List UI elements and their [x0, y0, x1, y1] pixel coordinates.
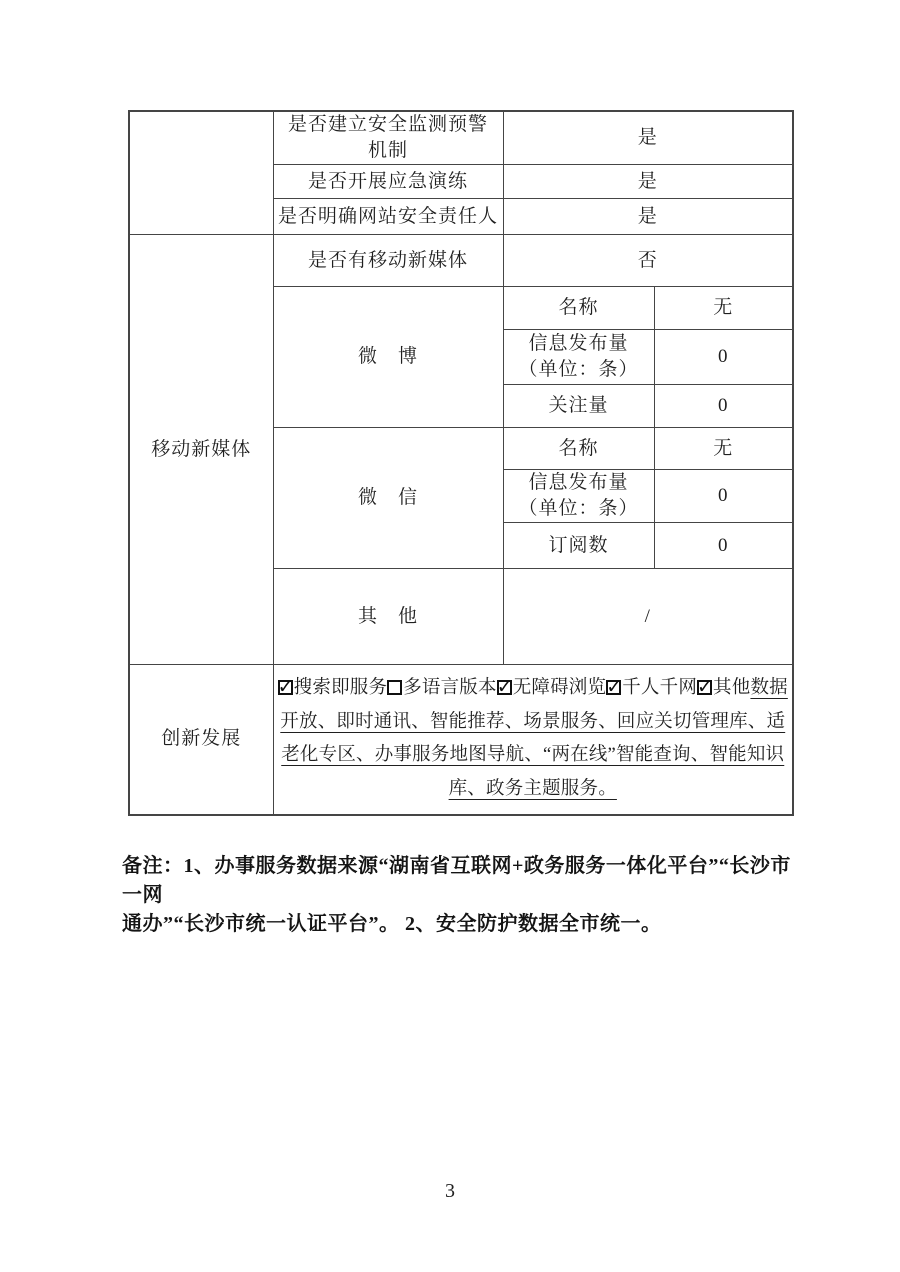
- row-value-emergency-drill: 是: [503, 165, 793, 199]
- row-value-weibo-name: 无: [654, 287, 793, 330]
- innovation-content-cell: [273, 665, 793, 815]
- page-number: 3: [445, 1180, 455, 1202]
- row-label-wechat-name: 名称: [503, 428, 654, 470]
- section-cell-mobile-media: 移动新媒体: [129, 235, 273, 665]
- row-value-weibo-followers: 0: [654, 385, 793, 428]
- report-table: [128, 110, 794, 816]
- checkbox-option: [387, 678, 497, 698]
- label-line-1: 是否建立安全监测预警: [287, 114, 488, 135]
- row-value-has-mobile-media: 否: [503, 235, 793, 287]
- checkbox-icon: [278, 680, 293, 695]
- checkbox-label: 无障碍浏览: [512, 678, 607, 699]
- row-value-wechat-name: 无: [654, 428, 793, 470]
- innovation-options: [274, 672, 793, 806]
- row-label-weibo-followers: 关注量: [503, 385, 654, 428]
- row-value-wechat-subscribers: 0: [654, 523, 793, 569]
- checkbox-label: 搜索即服务: [293, 678, 388, 699]
- label-line-2: （单位：条）: [518, 498, 639, 519]
- checkbox-icon: [606, 680, 621, 695]
- row-value-security-responsible: 是: [503, 199, 793, 235]
- row-value-weibo-posts: 0: [654, 330, 793, 385]
- label-line-2: 机制: [367, 140, 408, 161]
- checkbox-icon: [497, 680, 512, 695]
- row-label-security-responsible: 是否明确网站安全责任人: [273, 199, 503, 235]
- footnote: [122, 852, 794, 939]
- checkbox-label: 千人千网: [622, 678, 698, 699]
- checkbox-option: [697, 678, 750, 698]
- checkbox-label: 其他: [713, 678, 751, 699]
- table-row: [129, 111, 793, 165]
- row-label-wechat-posts: [503, 470, 654, 523]
- section-cell-empty: [129, 111, 273, 235]
- label-line-1: 信息发布量: [528, 472, 629, 493]
- label-line-1: 信息发布量: [528, 333, 629, 354]
- checkbox-label: 多语言版本: [403, 678, 497, 699]
- row-value-wechat-posts: 0: [654, 470, 793, 523]
- row-value-other: /: [503, 569, 793, 665]
- row-label-has-mobile-media: 是否有移动新媒体: [273, 235, 503, 287]
- group-cell-weibo: 微 博: [273, 287, 503, 428]
- row-value-monitor-warning: 是: [503, 111, 793, 165]
- row-label-weibo-name: 名称: [503, 287, 654, 330]
- checkbox-option: [497, 678, 607, 698]
- checkbox-option: [606, 678, 697, 698]
- group-cell-other: 其 他: [273, 569, 503, 665]
- row-label-wechat-subscribers: 订阅数: [503, 523, 654, 569]
- row-label-emergency-drill: 是否开展应急演练: [273, 165, 503, 199]
- table-row: [129, 665, 793, 815]
- section-cell-innovation: 创新发展: [129, 665, 273, 815]
- innovation-detail: 数据开放、即时通讯、智能推荐、场景服务、回应关切管理库、适老化专区、办事服务地图导航、“两在线”智能查询、智能知识库、政务主题服务。: [280, 678, 788, 799]
- row-label-monitor-warning: [273, 111, 503, 165]
- row-label-weibo-posts: [503, 330, 654, 385]
- checkbox-icon: [387, 680, 402, 695]
- group-cell-wechat: 微 信: [273, 428, 503, 569]
- label-line-2: （单位：条）: [518, 359, 639, 380]
- footnote-line-2: 通办”“长沙市统一认证平台”。 2、安全防护数据全市统一。: [122, 913, 662, 935]
- footnote-line-1: 备注：1、办事服务数据来源“湖南省互联网+政务服务一体化平台”“长沙市一网: [122, 855, 791, 906]
- checkbox-option: [278, 678, 388, 698]
- checkbox-icon: [697, 680, 712, 695]
- table-row: [129, 235, 793, 287]
